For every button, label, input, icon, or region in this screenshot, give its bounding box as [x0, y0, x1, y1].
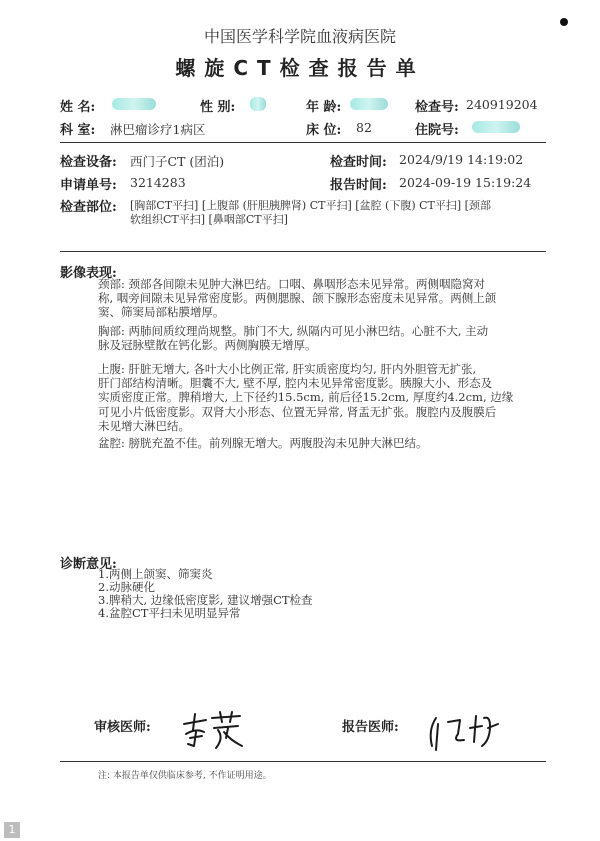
reporter-label: 报告医师:	[342, 720, 399, 735]
findings-chest	[98, 324, 488, 352]
report-time-label: 报告时间:	[330, 178, 387, 193]
findings-label: 影像表现:	[60, 266, 117, 281]
redacted-name	[112, 98, 156, 110]
exam-time-label: 检查时间:	[330, 155, 387, 170]
hospital-name: 中国医学科学院血液病医院	[203, 27, 396, 46]
findings-pelvis	[98, 436, 428, 450]
findings-neck	[98, 277, 496, 320]
request-no: 3214283	[130, 175, 186, 190]
name-label: 姓 名:	[60, 100, 96, 115]
dept: 淋巴瘤诊疗1病区	[110, 122, 206, 137]
diagnosis-item: 2.动脉硬化	[98, 580, 155, 594]
request-label: 申请单号:	[60, 178, 117, 193]
exam-no: 240919204	[466, 97, 538, 112]
findings-line: 未见增大淋巴结。	[98, 418, 190, 433]
parts-line-2: 软组织CT平扫] [鼻咽部CT平扫]	[130, 213, 288, 226]
device: 西门子CT (团泊)	[130, 154, 225, 169]
diagnosis-item: 4.盆腔CT平扫未见明显异常	[98, 606, 241, 620]
findings-line: 可见小片低密度影。双肾大小形态、位置无异常, 肾盂无扩张。腹腔内及腹膜后	[98, 404, 497, 419]
admit-label: 住院号:	[415, 123, 459, 138]
findings-line: 盆腔: 膀胱充盈不佳。前列腺无增大。两腹股沟未见肿大淋巴结。	[98, 436, 428, 450]
report-time: 2024-09-19 15:19:24	[399, 175, 532, 190]
parts-label: 检查部位:	[60, 200, 117, 215]
redacted-age	[350, 98, 388, 110]
findings-line: 脉及冠脉壁散在钙化影。两侧胸膜无增厚。	[98, 338, 317, 353]
exam-no-label: 检查号:	[415, 100, 459, 115]
divider-mid	[60, 251, 546, 252]
device-label: 检查设备:	[60, 155, 117, 170]
findings-line: 颈部: 颈部各间隙未见肿大淋巴结。口咽、鼻咽形态未见异常。两侧咽隐窝对	[98, 277, 486, 291]
findings-line: 称, 咽旁间隙未见异常密度影。两侧腮腺、颌下腺形态密度未见异常。两侧上颌	[98, 291, 497, 306]
redacted-gender	[250, 97, 266, 111]
bed: 82	[356, 120, 372, 135]
bed-label: 床 位:	[306, 123, 342, 138]
parts-line-1: [胸部CT平扫] [上腹部 (肝胆胰脾肾) CT平扫] [盆腔 (下腹) CT平扫] [颈部	[130, 199, 491, 212]
findings-line: 肝门部结构清晰。胆囊不大, 壁不厚, 腔内未见异常密度影。胰腺大小、形态及	[98, 376, 493, 391]
findings-abdomen	[98, 362, 513, 433]
diagnosis-item: 1.两侧上颌窦、筛窦炎	[98, 567, 213, 581]
reviewer-signature	[178, 708, 248, 752]
report-title: 螺旋CT检查报告单	[175, 56, 425, 80]
footer-note: 注: 本报告单仅供临床参考, 不作证明用途。	[98, 771, 272, 781]
findings-line: 实质密度正常。脾稍增大, 上下径约15.5cm, 前后径15.2cm, 厚度约4.2cm, 边缘	[98, 390, 514, 405]
divider-top	[60, 142, 546, 143]
findings-line: 胸部: 两肺间质纹理尚规整。肺门不大, 纵隔内可见小淋巴结。心脏不大, 主动	[98, 324, 489, 338]
reporter-signature	[424, 706, 504, 754]
diagnosis-item: 3.脾稍大, 边缘低密度影, 建议增强CT检查	[98, 593, 313, 607]
age-label: 年 龄:	[306, 100, 342, 115]
reviewer-label: 审核医师:	[94, 720, 151, 735]
page-number-badge: 1	[4, 822, 20, 838]
findings-line: 窦、筛窦局部粘膜增厚。	[98, 305, 225, 320]
findings-line: 上腹: 肝脏无增大, 各叶大小比例正常, 肝实质密度均匀, 肝内外胆管无扩张,	[98, 362, 477, 376]
diagnosis-list	[98, 568, 313, 620]
divider-bottom	[60, 761, 546, 762]
redacted-admit-no	[472, 121, 520, 133]
dept-label: 科 室:	[60, 123, 96, 138]
exam-time: 2024/9/19 14:19:02	[399, 152, 524, 167]
gender-label: 性 别:	[200, 100, 236, 115]
diagnosis-label: 诊断意见:	[60, 557, 117, 572]
